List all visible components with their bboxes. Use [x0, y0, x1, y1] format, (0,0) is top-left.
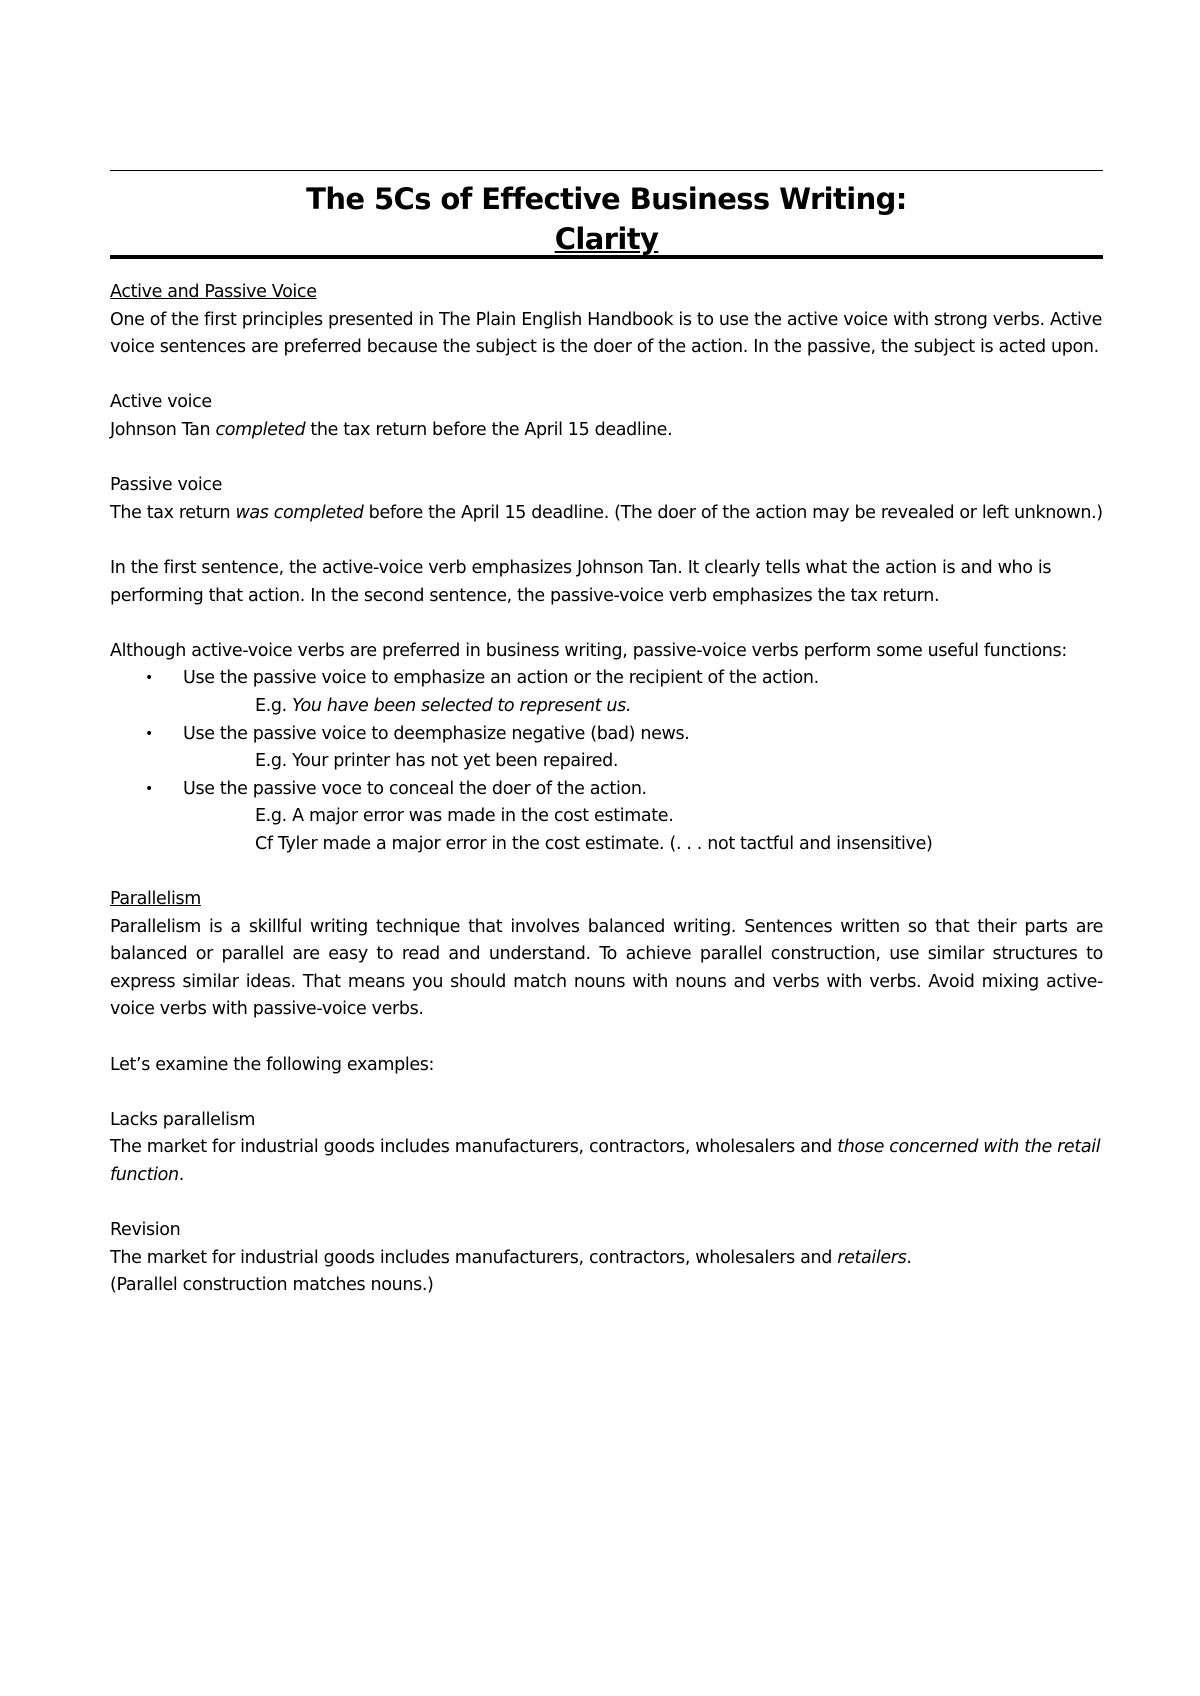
comparison-paragraph: In the first sentence, the active-voice verb emphasizes Johnson Tan. It clearly tells what the action is and who is performing that action. In the second sentence, the passive-voice verb emphasizes the tax return. — [110, 557, 1052, 606]
bullet-icon: • — [145, 725, 153, 742]
lacks-parallelism-example: The market for industrial goods includes manufacturers, contractors, wholesalers and those concerned with the retail function. — [110, 1137, 1101, 1185]
revision-example: The market for industrial goods includes manufacturers, contractors, wholesalers and retailers. — [110, 1247, 912, 1268]
bullet-icon: • — [145, 670, 153, 687]
title-top-rule — [110, 170, 1103, 171]
examine-line: Let’s examine the following examples: — [110, 1054, 435, 1075]
revision-label: Revision — [110, 1220, 181, 1241]
lacks-parallelism-label: Lacks parallelism — [110, 1109, 256, 1130]
list-item: • Use the passive voice to emphasize an action or the recipient of the action. — [110, 665, 1103, 693]
passive-voice-label: Passive voice — [110, 475, 223, 496]
section-heading-parallelism: Parallelism — [110, 889, 201, 910]
section1-intro: One of the first principles presented in The Plain English Handbook is to use the active voice with strong verbs. Active voice sentences are preferred because the subject is the doer of the action. In the passive, the subject is acted upon. — [110, 309, 1102, 358]
document-body — [110, 170, 1103, 1300]
passive-voice-example: The tax return was completed before the April 15 deadline. (The doer of the action may be revealed or left unknown.) — [110, 502, 1103, 523]
title-line-2: Clarity — [554, 222, 659, 256]
active-voice-label: Active voice — [110, 392, 212, 413]
title-line-1: The 5Cs of Effective Business Writing: — [306, 182, 907, 216]
list-item-example: Cf Tyler made a major error in the cost estimate. (. . . not tactful and insensitive) — [255, 833, 933, 854]
active-voice-example: Johnson Tan completed the tax return before the April 15 deadline. — [110, 419, 673, 440]
functions-list — [110, 665, 1103, 858]
list-item-example: E.g. Your printer has not yet been repaired. — [255, 751, 619, 772]
section-heading-active-passive: Active and Passive Voice — [110, 282, 317, 302]
revision-note: (Parallel construction matches nouns.) — [110, 1275, 434, 1296]
list-item-example: E.g. You have been selected to represent us. — [255, 695, 632, 716]
page-title — [110, 179, 1103, 259]
list-item: • Use the passive voce to conceal the doer of the action. — [110, 776, 1103, 804]
functions-intro: Although active-voice verbs are preferred in business writing, passive-voice verbs perform some useful functions: — [110, 640, 1067, 661]
list-item-example: E.g. A major error was made in the cost estimate. — [255, 806, 674, 827]
list-item: • Use the passive voice to deemphasize negative (bad) news. — [110, 721, 1103, 749]
bullet-icon: • — [145, 780, 153, 797]
parallelism-intro: Parallelism is a skillful writing technique that involves balanced writing. Sentences written so that their parts are balanced or parallel are easy to read and understand. To achieve parallel construction, use similar structures to express similar ideas. That means you should match nouns with nouns and verbs with verbs. Avoid mixing active-voice verbs with passive-voice verbs. — [110, 916, 1103, 1020]
